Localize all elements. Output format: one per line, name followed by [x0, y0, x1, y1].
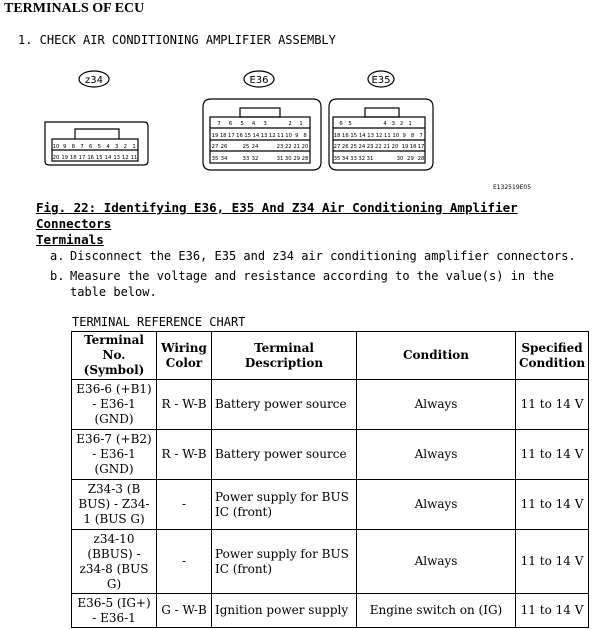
connector-figure [0, 62, 602, 192]
e36-pin-label: 16 [236, 133, 243, 139]
e36-pin-label: 7 [217, 121, 221, 127]
e36-pin-label: 17 [228, 133, 235, 139]
e36-pin-label: 2 [288, 121, 292, 127]
e36-pin-label: 31 [276, 156, 284, 162]
e36-pin-label: 33 [242, 156, 250, 162]
z34-pin-label: 17 [78, 155, 86, 161]
cell-condition: Always [357, 380, 516, 430]
e35-pin-label: 7 [419, 133, 423, 139]
z34-pin-label: 5 [97, 144, 101, 150]
cell-spec: 11 to 14 V [516, 380, 589, 430]
e36-pin-label: 30 [284, 156, 292, 162]
e35-pin-label: 22 [375, 144, 382, 150]
e35-pin-label: 3 [391, 121, 395, 127]
e35-pin-label: 5 [348, 121, 352, 127]
e35-pin-label: 20 [391, 144, 399, 150]
e35-pin-label: 16 [342, 133, 349, 139]
e36-pin-label: 25 [242, 144, 250, 150]
z34-pin-label: 9 [63, 144, 67, 150]
e36-pin-label: 28 [301, 156, 309, 162]
cell-description: Battery power source [212, 380, 357, 430]
e35-pin-label: 32 [358, 156, 366, 162]
cell-condition: Always [357, 430, 516, 480]
e36-pin-label: 4 [251, 121, 256, 127]
e35-pin-label: 11 [384, 133, 391, 139]
caption-line-2: Terminals [36, 232, 104, 247]
e36-pin-label: 22 [284, 144, 292, 150]
e36-pin-label: 15 [244, 133, 252, 139]
z34-pin-label: 15 [95, 155, 103, 161]
e35-pin-label: 19 [401, 144, 409, 150]
cell-condition: Always [357, 480, 516, 530]
e35-pin-label: 35 [333, 156, 341, 162]
e35-pin-label: 33 [350, 156, 357, 162]
e36-pin-label: 24 [251, 144, 259, 150]
table-row [72, 380, 589, 430]
cell-color: G - W-B [157, 594, 212, 628]
e36-pin-label: 13 [260, 133, 268, 139]
e36-label: E36 [249, 75, 269, 86]
page-title: TERMINALS OF ECU [4, 1, 145, 16]
e35-pin-label: 12 [375, 133, 383, 139]
z34-pin-label: 20 [52, 155, 60, 161]
table-row [72, 594, 589, 628]
e35-pin-label: 24 [358, 144, 366, 150]
e35-pin-label: 21 [383, 144, 391, 150]
cell-condition: Always [357, 530, 516, 594]
cell-color: - [157, 480, 212, 530]
e35-pin-label: 31 [366, 156, 374, 162]
z34-pin-label: 6 [89, 144, 93, 150]
e35-pin-label: 30 [396, 156, 404, 162]
cell-color: - [157, 530, 212, 594]
e35-pin-label: 27 [333, 144, 341, 150]
e36-pin-label: 8 [303, 133, 307, 139]
e35-pin-label: 4 [383, 121, 387, 127]
table-header-row [72, 332, 589, 380]
e36-pin-label: 6 [228, 121, 233, 127]
step-heading: 1. CHECK AIR CONDITIONING AMPLIFIER ASSEMBLY [18, 33, 336, 47]
cell-terminal: z34-10 (BBUS) - z34-8 (BUS G) [72, 530, 157, 594]
e36-pin-label: 21 [293, 144, 301, 150]
cell-description: Battery power source [212, 430, 357, 480]
z34-pin-label: 1 [132, 144, 136, 150]
e36-pin-label: 27 [211, 144, 219, 150]
cell-spec: 11 to 14 V [516, 594, 589, 628]
z34-pin-label: 11 [130, 155, 138, 161]
z34-pin-label: 7 [80, 144, 84, 150]
cell-color: R - W-B [157, 380, 212, 430]
e35-pin-label: 17 [417, 144, 425, 150]
cell-condition: Engine switch on (IG) [357, 594, 516, 628]
e36-pin-label: 3 [263, 121, 267, 127]
z34-pin-label: 18 [69, 155, 77, 161]
table-row [72, 480, 589, 530]
e36-pin-label: 29 [293, 156, 301, 162]
instruction-item [50, 248, 590, 264]
e36-pin-label: 35 [211, 156, 219, 162]
z34-pin-label: 13 [113, 155, 121, 161]
e36-pin-label: 20 [301, 144, 309, 150]
cell-description: Power supply for BUS IC (front) [212, 530, 357, 594]
z34-pin-label: 19 [61, 155, 69, 161]
e35-pin-label: 29 [407, 156, 414, 162]
e36-pin-label: 34 [220, 156, 228, 162]
table-row [72, 430, 589, 480]
cell-terminal: Z34-3 (B BUS) - Z34-1 (BUS G) [72, 480, 157, 530]
e35-pin-label: 15 [350, 133, 358, 139]
e35-pin-label: 13 [367, 133, 374, 139]
e35-pin-label: 10 [392, 133, 400, 139]
e36-pin-label: 14 [252, 133, 260, 139]
cell-spec: 11 to 14 V [516, 430, 589, 480]
e35-pin-label: 25 [350, 144, 357, 150]
e36-pin-label: 1 [299, 121, 303, 127]
cell-terminal: E36-5 (IG+) - E36-1 [72, 594, 157, 628]
z34-label: z34 [85, 75, 103, 86]
header-wiring-color: Wiring Color [157, 332, 212, 380]
z34-pin-label: 14 [104, 155, 112, 161]
cell-terminal: E36-6 (+B1) - E36-1 (GND) [72, 380, 157, 430]
e35-pin-label: 1 [408, 121, 412, 127]
instruction-text: Disconnect the E36, E35 and z34 air conditioning amplifier connectors. [70, 249, 576, 263]
cell-description: Power supply for BUS IC (front) [212, 480, 357, 530]
e36-pin-label: 9 [295, 133, 299, 139]
figure-code: E132519E05 [492, 184, 532, 191]
z34-pin-label: 4 [106, 144, 110, 150]
z34-pin-label: 2 [123, 144, 127, 150]
caption-line-1: Fig. 22: Identifying E36, E35 And Z34 Air Conditioning Amplifier Connectors [36, 200, 518, 231]
cell-spec: 11 to 14 V [516, 530, 589, 594]
instruction-list [50, 248, 590, 304]
e36-pin-label: 23 [276, 144, 284, 150]
e35-pin-label: 23 [366, 144, 374, 150]
header-condition: Condition [357, 332, 516, 380]
instruction-marker: a. [50, 249, 65, 263]
z34-pin-label: 10 [52, 144, 60, 150]
e36-pin-label: 32 [251, 156, 259, 162]
instruction-text: Measure the voltage and resistance according to the value(s) in the table below. [70, 269, 555, 299]
e36-pin-label: 18 [219, 133, 227, 139]
e35-pin-label: 18 [409, 144, 417, 150]
e35-pin-label: 26 [341, 144, 349, 150]
e35-pin-label: 14 [358, 133, 366, 139]
table-row [72, 530, 589, 594]
z34-pin-label: 12 [121, 155, 129, 161]
figure-caption [36, 200, 576, 248]
z34-pin-label: 3 [115, 144, 119, 150]
e35-pin-label: 2 [400, 121, 404, 127]
header-specified-condition: Specified Condition [516, 332, 589, 380]
header-terminal-description: Terminal Description [212, 332, 357, 380]
e36-pin-label: 12 [268, 133, 276, 139]
e35-pin-label: 8 [410, 133, 415, 139]
e36-pin-label: 5 [240, 121, 244, 127]
e35-pin-label: 18 [333, 133, 341, 139]
z34-pin-label: 8 [71, 144, 75, 150]
e36-pin-label: 11 [277, 133, 284, 139]
cell-terminal: E36-7 (+B2) - E36-1 (GND) [72, 430, 157, 480]
e35-pin-label: 6 [339, 121, 343, 127]
e35-pin-label: 28 [417, 156, 425, 162]
e36-pin-label: 19 [211, 133, 219, 139]
cell-color: R - W-B [157, 430, 212, 480]
cell-spec: 11 to 14 V [516, 480, 589, 530]
terminal-reference-table [71, 331, 589, 628]
instruction-item [50, 268, 590, 300]
e35-pin-label: 34 [341, 156, 349, 162]
header-terminal: Terminal No. (Symbol) [72, 332, 157, 380]
e35-label: E35 [371, 75, 391, 86]
e35-pin-label: 9 [402, 133, 406, 139]
e36-pin-label: 26 [220, 144, 228, 150]
cell-description: Ignition power supply [212, 594, 357, 628]
z34-pin-label: 16 [87, 155, 95, 161]
e36-pin-label: 10 [285, 133, 292, 139]
chart-title: TERMINAL REFERENCE CHART [72, 315, 246, 329]
instruction-marker: b. [50, 269, 65, 283]
